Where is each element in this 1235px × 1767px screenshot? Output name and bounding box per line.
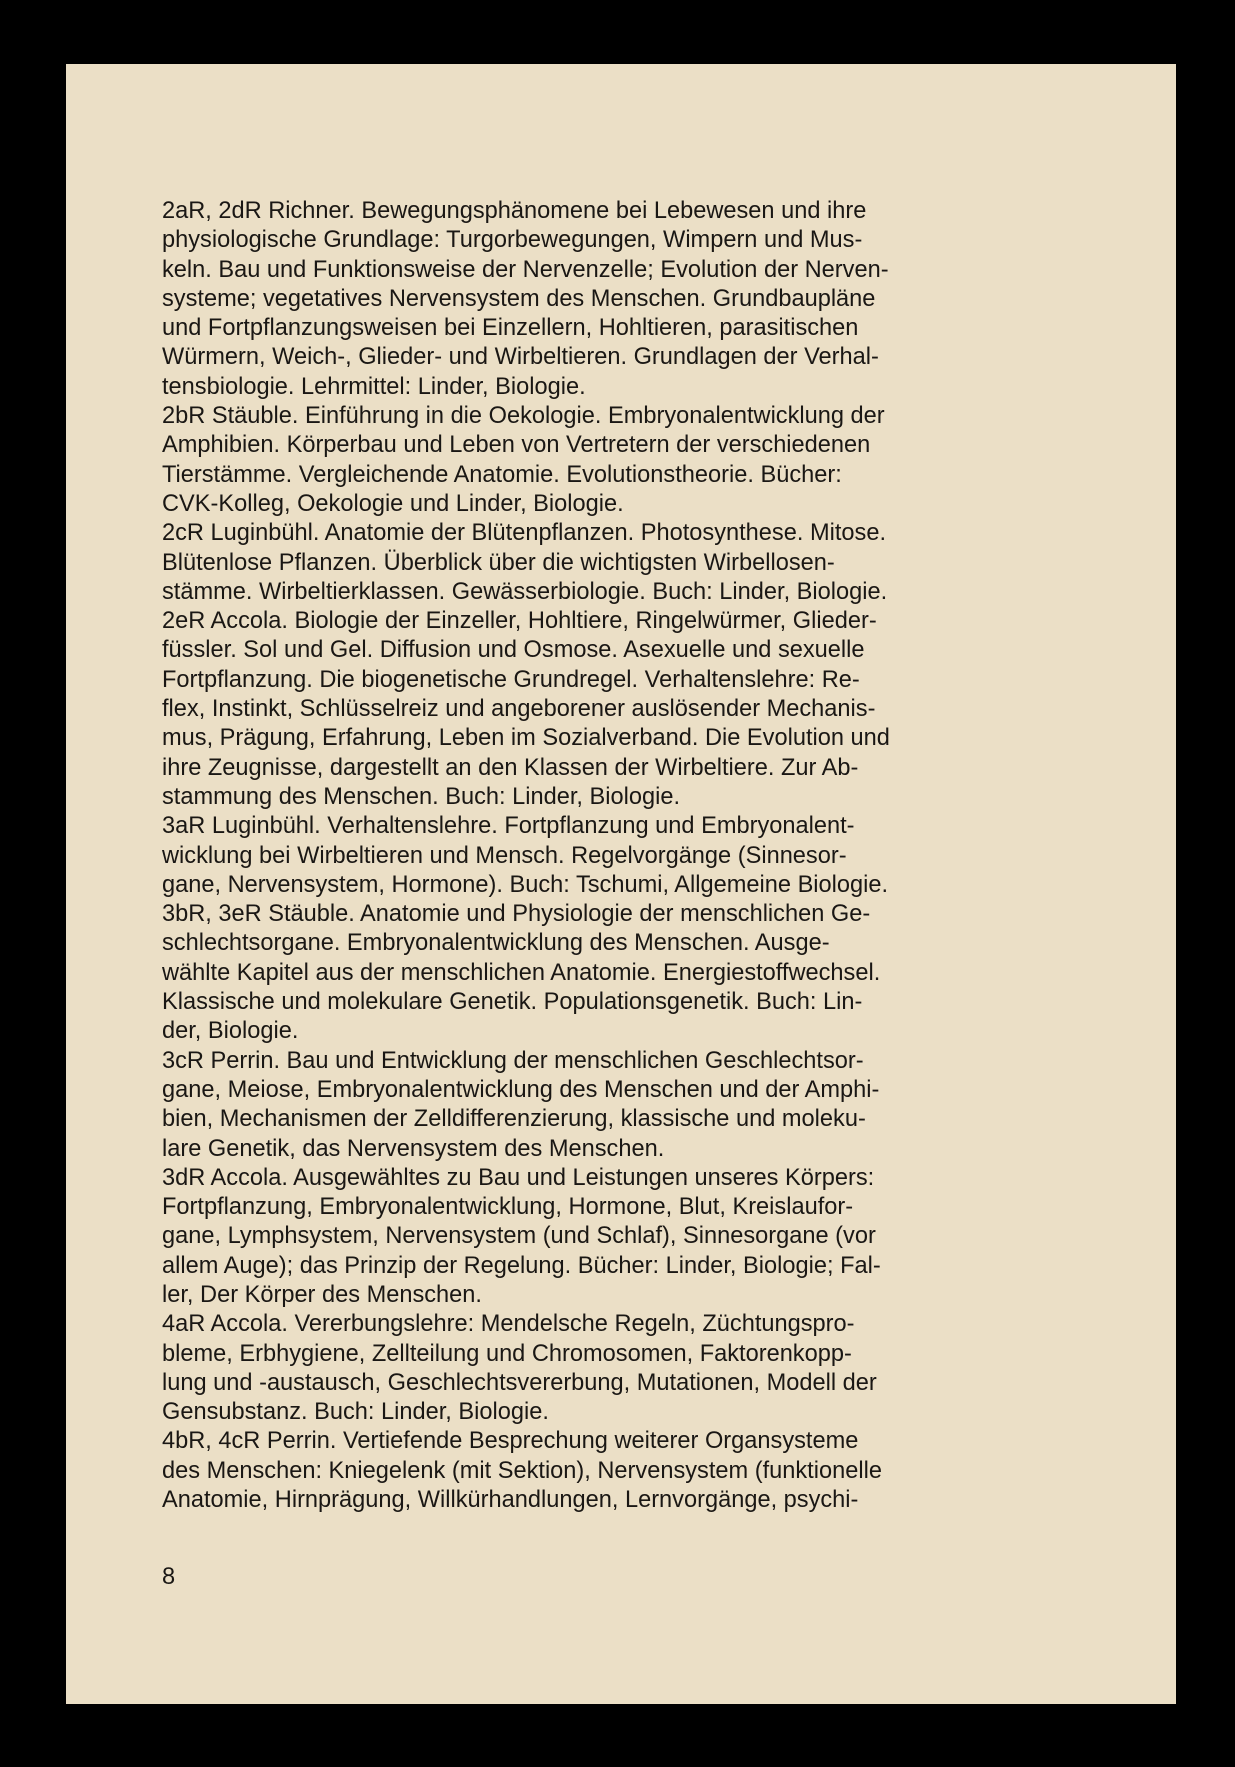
text-line: flex, Instinkt, Schlüsselreiz und angeborener auslösender Mechanis-	[162, 696, 876, 723]
text-line: Fortpflanzung. Die biogenetische Grundregel. Verhaltenslehre: Re-	[162, 666, 860, 693]
text-line: systeme; vegetatives Nervensystem des Menschen. Grundbaupläne	[162, 285, 876, 312]
text-line: Gensubstanz. Buch: Linder, Biologie.	[162, 1399, 549, 1426]
text-line: des Menschen: Kniegelenk (mit Sektion), Nervensystem (funktionelle	[162, 1457, 882, 1484]
text-line: 3cR Perrin. Bau und Entwicklung der menschlichen Geschlechtsor-	[162, 1047, 864, 1074]
page-number: 8	[162, 1564, 176, 1590]
text-line: 3bR, 3eR Stäuble. Anatomie und Physiologie der menschlichen Ge-	[162, 901, 871, 928]
text-line: 3dR Accola. Ausgewähltes zu Bau und Leistungen unseres Körpers:	[162, 1164, 875, 1191]
text-line: Fortpflanzung, Embryonalentwicklung, Hormone, Blut, Kreislaufor-	[162, 1194, 854, 1221]
text-line: CVK-Kolleg, Oekologie und Linder, Biologie.	[162, 490, 624, 517]
text-line: und Fortpflanzungsweisen bei Einzellern, Hohltieren, parasitischen	[162, 315, 859, 342]
text-line: 2bR Stäuble. Einführung in die Oekologie. Embryonalentwicklung der	[162, 403, 885, 430]
document-page	[66, 64, 1176, 1704]
text-line: 4bR, 4cR Perrin. Vertiefende Besprechung weiterer Organsysteme	[162, 1428, 859, 1455]
text-line: 2eR Accola. Biologie der Einzeller, Hohltiere, Ringelwürmer, Glieder-	[162, 608, 877, 635]
text-line: lung und -austausch, Geschlechtsvererbung, Mutationen, Modell der	[162, 1369, 877, 1396]
text-line: schlechtsorgane. Embryonalentwicklung des Menschen. Ausge-	[162, 930, 830, 957]
text-line: Klassische und molekulare Genetik. Populationsgenetik. Buch: Lin-	[162, 989, 863, 1016]
body-text	[162, 197, 1073, 1515]
text-line: gane, Nervensystem, Hormone). Buch: Tschumi, Allgemeine Biologie.	[162, 871, 889, 898]
text-line: ihre Zeugnisse, dargestellt an den Klassen der Wirbeltiere. Zur Ab-	[162, 754, 859, 781]
text-line: füssler. Sol und Gel. Diffusion und Osmose. Asexuelle und sexuelle	[162, 637, 865, 664]
text-line: wählte Kapitel aus der menschlichen Anatomie. Energiestoffwechsel.	[162, 959, 881, 986]
text-line: lare Genetik, das Nervensystem des Menschen.	[162, 1135, 665, 1162]
text-line: Würmern, Weich-, Glieder- und Wirbeltieren. Grundlagen der Verhal-	[162, 344, 879, 371]
text-line: tensbiologie. Lehrmittel: Linder, Biologie.	[162, 373, 586, 400]
text-line: stammung des Menschen. Buch: Linder, Biologie.	[162, 783, 681, 810]
text-line: mus, Prägung, Erfahrung, Leben im Sozialverband. Die Evolution und	[162, 725, 890, 752]
text-line: 2aR, 2dR Richner. Bewegungsphänomene bei Lebewesen und ihre	[162, 198, 867, 224]
text-line: der, Biologie.	[162, 1018, 299, 1045]
text-line: allem Auge); das Prinzip der Regelung. Bücher: Linder, Biologie; Fal-	[162, 1252, 881, 1279]
text-line: gane, Lymphsystem, Nervensystem (und Schlaf), Sinnesorgane (vor	[162, 1223, 876, 1250]
text-line: 2cR Luginbühl. Anatomie der Blütenpflanzen. Photosynthese. Mitose.	[162, 520, 886, 547]
text-line: Blütenlose Pflanzen. Überblick über die wichtigsten Wirbellosen-	[162, 549, 835, 576]
text-line: keln. Bau und Funktionsweise der Nervenzelle; Evolution der Nerven-	[162, 256, 889, 283]
text-line: ler, Der Körper des Menschen.	[162, 1281, 482, 1308]
text-line: bleme, Erbhygiene, Zellteilung und Chromosomen, Faktorenkopp-	[162, 1340, 852, 1367]
text-line: bien, Mechanismen der Zelldifferenzierung, klassische und moleku-	[162, 1106, 866, 1133]
text-line: 4aR Accola. Vererbungslehre: Mendelsche Regeln, Züchtungspro-	[162, 1311, 855, 1338]
text-line: physiologische Grundlage: Turgorbewegungen, Wimpern und Mus-	[162, 227, 863, 254]
text-line: wicklung bei Wirbeltieren und Mensch. Regelvorgänge (Sinnesor-	[162, 842, 847, 869]
text-line: 3aR Luginbühl. Verhaltenslehre. Fortpflanzung und Embryonalent-	[162, 813, 855, 840]
text-line: gane, Meiose, Embryonalentwicklung des Menschen und der Amphi-	[162, 1076, 880, 1103]
text-line: Amphibien. Körperbau und Leben von Vertretern der verschiedenen	[162, 432, 871, 459]
text-line: Tierstämme. Vergleichende Anatomie. Evolutionstheorie. Bücher:	[162, 461, 842, 488]
text-line: Anatomie, Hirnprägung, Willkürhandlungen, Lernvorgänge, psychi-	[162, 1487, 859, 1514]
text-line: stämme. Wirbeltierklassen. Gewässerbiologie. Buch: Linder, Biologie.	[162, 578, 888, 605]
